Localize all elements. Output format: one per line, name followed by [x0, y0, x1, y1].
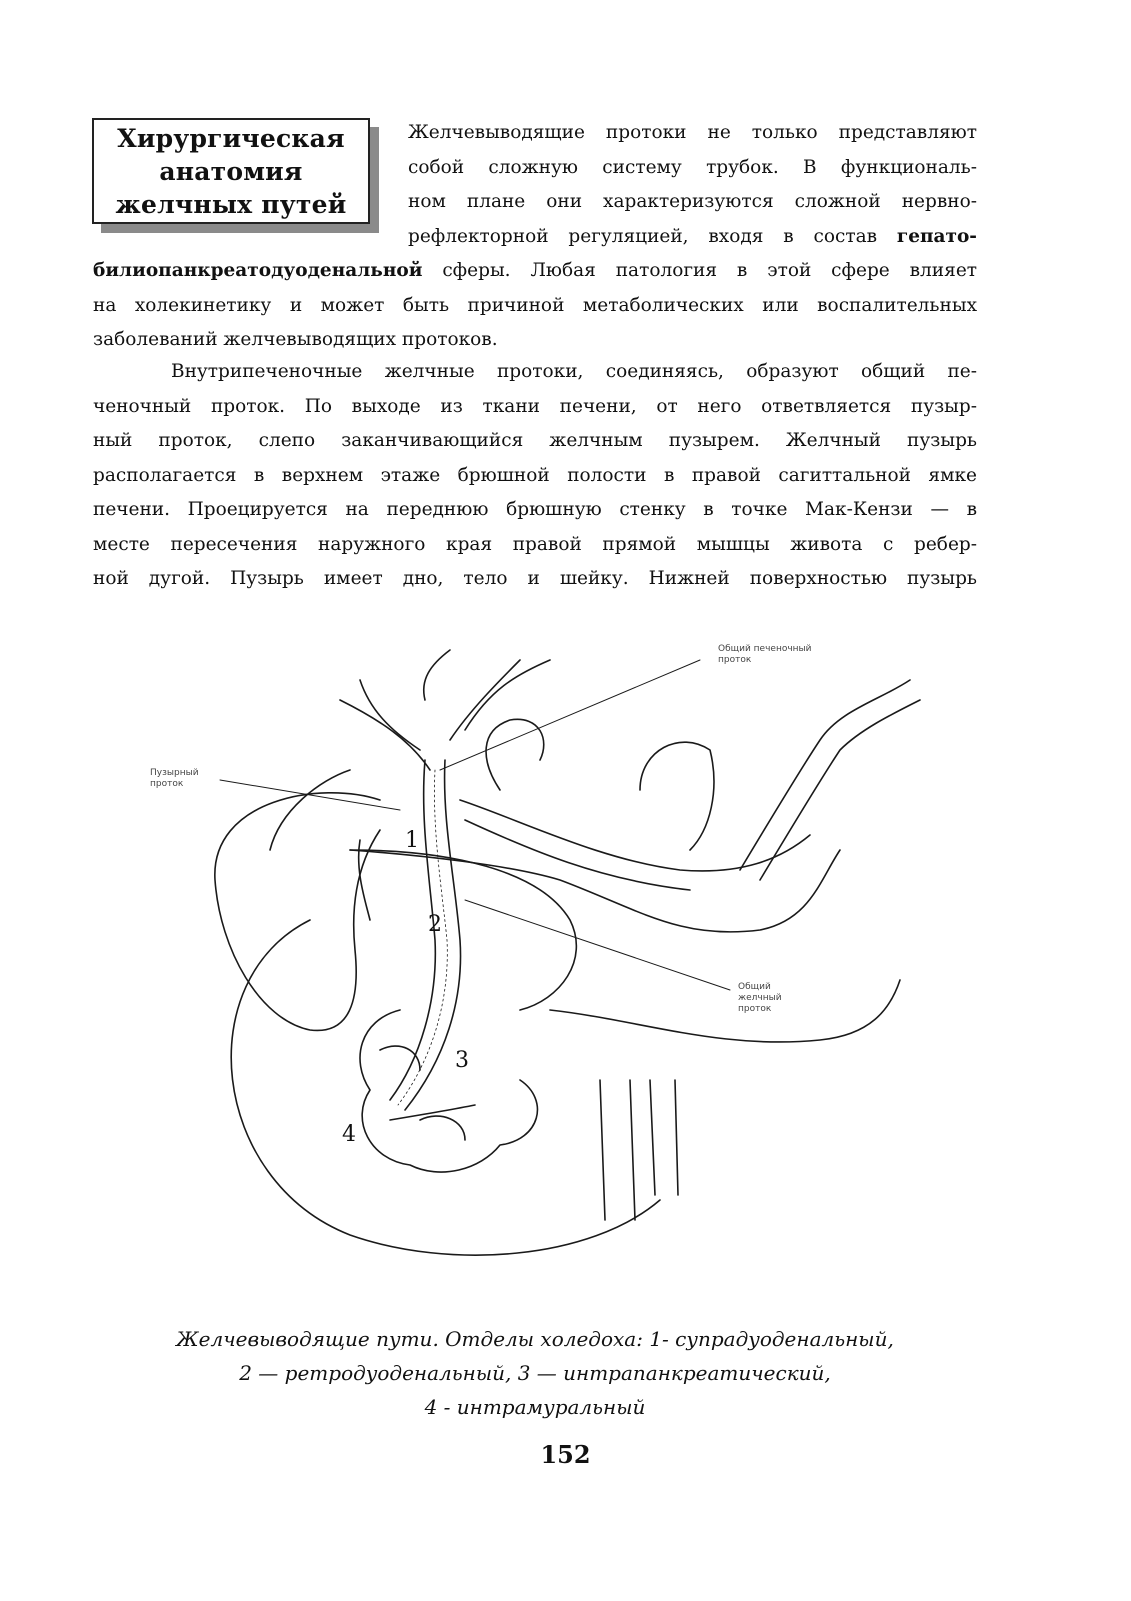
biliary-anatomy-illustration — [120, 620, 1000, 1280]
hepatic-duct-left-branch — [340, 700, 430, 770]
leader-line — [465, 900, 730, 990]
label-common-hepatic-duct — [718, 644, 812, 666]
leader-line — [440, 660, 700, 770]
label-line: проток — [718, 655, 752, 665]
section-number-2: 2 — [428, 912, 442, 937]
stomach-lower — [550, 980, 900, 1042]
caption-line: 2 — ретродуоденальный, 3 — интрапанкреатический, — [239, 1361, 831, 1385]
label-line: проток — [738, 1004, 772, 1014]
mesenteric-vessel — [650, 1080, 655, 1195]
text-fragment: рефлекторной регуляцией, входя в состав — [408, 225, 897, 247]
section-number-3: 3 — [455, 1048, 469, 1073]
section-heading-box — [92, 118, 370, 224]
text-line: Внутрипеченочные желчные протоки, соединяясь, образуют общий пе- — [171, 361, 977, 382]
illustration-drawing — [120, 620, 1000, 1280]
gallbladder-outline — [215, 793, 380, 1031]
figure-caption — [93, 1322, 977, 1424]
label-line: Общий — [738, 982, 771, 992]
leader-line — [220, 780, 400, 810]
section-heading-line: Хирургическая — [117, 123, 345, 153]
hepatic-artery-lower — [465, 820, 690, 890]
hepatic-duct-branch — [424, 650, 450, 700]
duodenum-inner — [350, 850, 576, 1010]
hepatic-artery — [460, 800, 810, 871]
section-number-4: 4 — [342, 1122, 356, 1147]
celiac-trunk — [640, 742, 714, 850]
pancreatic-duct — [390, 1105, 475, 1120]
paragraph-2 — [93, 355, 977, 597]
text-line: ный проток, слепо заканчивающийся желчным пузырем. Желчный пузырь — [93, 430, 977, 451]
section-heading-line: анатомия — [159, 156, 303, 186]
bold-term: гепато- — [896, 225, 977, 247]
paragraph-1-full — [93, 254, 977, 358]
hepatic-duct-right-branch — [450, 660, 520, 740]
label-line: желчный — [738, 993, 782, 1003]
text-line: месте пересечения наружного края правой прямой мышцы живота с ребер- — [93, 533, 977, 555]
paragraph-1-wrapped — [408, 116, 977, 254]
text-line: ном плане они характеризуются сложной нервно- — [408, 191, 977, 212]
text-fragment: сферы. Любая патология в этой сфере влияет — [422, 260, 977, 281]
text-line: ченочный проток. По выходе из ткани печени, от него ответвляется пузыр- — [93, 395, 977, 417]
mesenteric-vessel — [630, 1080, 635, 1220]
text-line: печени. Проецируется на переднюю брюшную стенку в точке Мак-Кензи — в — [93, 499, 977, 520]
text-line — [408, 220, 977, 255]
text-line: заболеваний желчевыводящих протоков. — [93, 329, 498, 350]
text-line: располагается в верхнем этаже брюшной полости в правой сагиттальной ямке — [93, 464, 977, 486]
section-number-1: 1 — [405, 828, 419, 853]
page-number: 152 — [540, 1440, 591, 1469]
stomach-outline — [350, 850, 840, 932]
text-line: на холекинетику и может быть причиной метаболических или воспалительных — [93, 294, 977, 316]
label-line: Пузырный — [150, 768, 199, 778]
label-common-bile-duct — [738, 982, 782, 1015]
label-line: проток — [150, 779, 184, 789]
text-line: Желчевыводящие протоки не только представляют — [408, 122, 977, 143]
hepatic-duct-right-branch — [465, 660, 550, 730]
caption-line: 4 - интрамуральный — [424, 1395, 646, 1419]
mesenteric-vessel — [675, 1080, 678, 1195]
common-bile-duct-hatching — [398, 770, 447, 1105]
text-line: собой сложную систему трубок. В функциональ- — [408, 156, 977, 178]
caption-line: Желчевыводящие пути. Отделы холедоха: 1- супрадуоденальный, — [176, 1327, 894, 1351]
label-line: Общий печеночный — [718, 644, 812, 654]
mesenteric-vessel — [600, 1080, 605, 1220]
liver-lobe — [270, 770, 350, 850]
text-line — [93, 254, 977, 289]
splenic-artery — [740, 680, 910, 870]
duodenum-outline — [231, 920, 660, 1255]
text-line: ной дугой. Пузырь имеет дно, тело и шейку. Нижней поверхностью пузырь — [93, 568, 977, 589]
bold-term: билиопанкреатодуоденальной — [93, 260, 423, 281]
pancreas-lobule — [420, 1116, 465, 1140]
label-cystic-duct — [150, 768, 199, 790]
pancreas-head — [360, 1010, 537, 1172]
section-heading-line: желчных путей — [115, 189, 347, 219]
